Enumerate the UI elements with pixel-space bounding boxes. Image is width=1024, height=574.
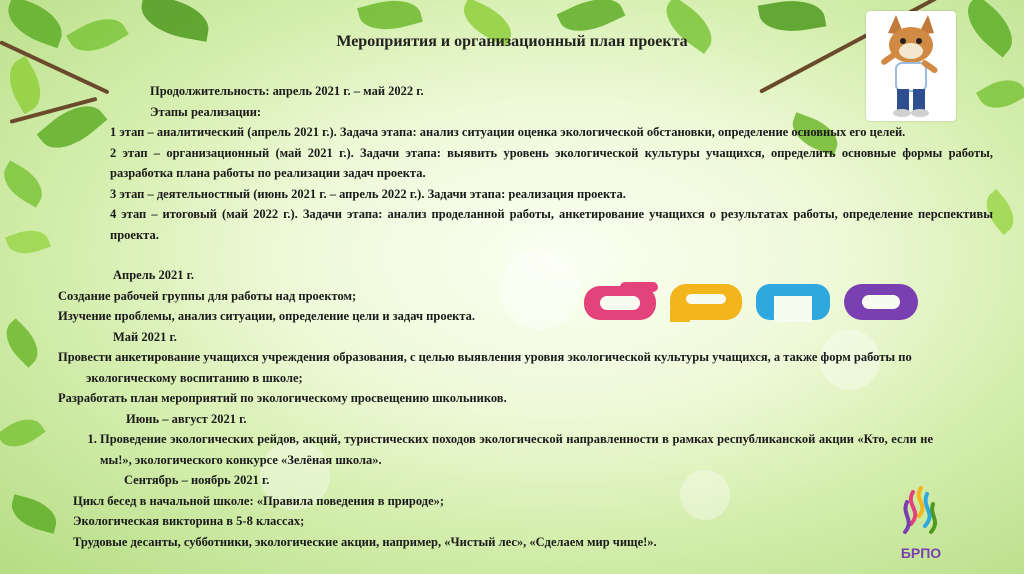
brpo-logo (582, 280, 922, 324)
may-heading: Май 2021 г. (113, 329, 177, 344)
stage-item: 2 этап – организационный (май 2021 г.). Задачи этапа: выявить уровень экологической культуры учащихся, определить основные формы работы, разработка плана работы по реализации задач проекта. (110, 145, 993, 180)
stage-item: 3 этап – деятельностный (июнь 2021 г. – апрель 2022 г.). Задачи этапа: реализация проекта. (110, 186, 626, 201)
project-duration: Продолжительность: апрель 2021 г. – май 2022 г. (150, 84, 424, 98)
stage-item: 1 этап – аналитический (апрель 2021 г.). Задача этапа: анализ ситуации оценка экологической обстановки, определение основных его целей. (110, 125, 906, 139)
may-item: Провести анкетирование учащихся учреждения образования, с целью выявления уровня экологической культуры учащихся, а также форм работы по экологическому воспитанию в школе; (58, 350, 912, 385)
summer-list (58, 429, 993, 470)
autumn-item: Цикл бесед в начальной школе: «Правила поведения в природе»; (73, 493, 445, 508)
autumn-item: Трудовые десанты, субботники, экологические акции, например, «Чистый лес», «Сделаем мир чище!». (73, 534, 657, 549)
mascot-image (866, 11, 956, 121)
april-item: Создание рабочей группы для работы над проектом; (58, 288, 357, 303)
stage-item: 4 этап – итоговый (май 2022 г.). Задачи этапа: анализ проделанной работы, анкетирование учащихся о результатах работы, определение перспективы проекта. (110, 207, 993, 242)
autumn-heading: Сентябрь – ноябрь 2021 г. (124, 473, 270, 487)
april-item: Изучение проблемы, анализ ситуации, определение цели и задач проекта. (58, 309, 475, 323)
stages-heading: Этапы реализации: (150, 104, 262, 119)
april-heading: Апрель 2021 г. (113, 268, 194, 282)
emblem-label: БРПО (900, 545, 942, 561)
may-item: Разработать план мероприятий по экологическому просвещению школьников. (58, 391, 507, 405)
brpo-emblem (893, 480, 949, 568)
summer-heading: Июнь – август 2021 г. (126, 411, 247, 426)
autumn-item: Экологическая викторина в 5-8 классах; (73, 514, 305, 528)
summer-item: 1. Проведение экологических рейдов, акций, туристических походов экологической направленности в рамках республиканской акции «Кто, если не мы!», экологического конкурсе «Зелёная школа». (100, 429, 993, 470)
slide-title: Мероприятия и организационный план проекта (336, 33, 688, 50)
